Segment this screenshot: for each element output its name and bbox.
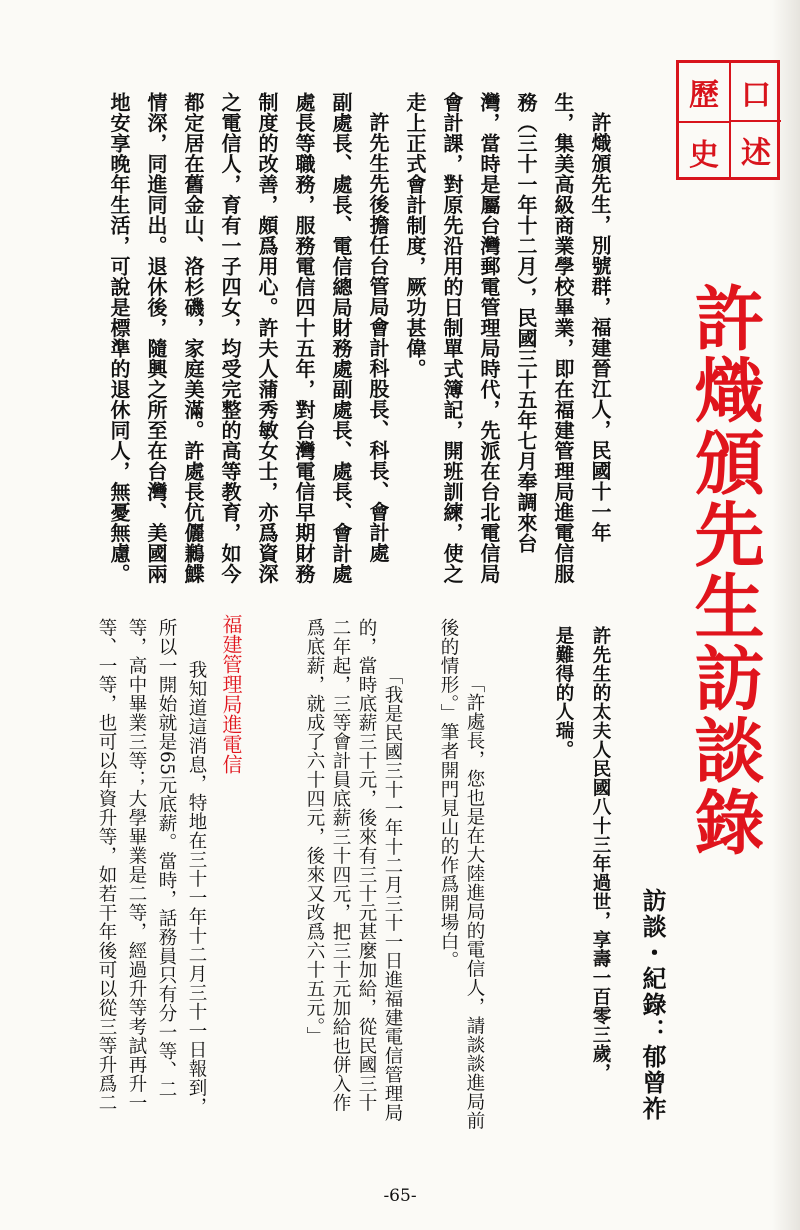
intro-column: 制度的改善，頗爲用心。許夫人蒲秀敏女士，亦爲資深 bbox=[255, 92, 279, 584]
body-column: 「我是民國三十一年十二月三十一日進福建電信管理局 bbox=[382, 666, 403, 1122]
page-edge-shadow bbox=[772, 0, 800, 1230]
intro-tail-column: 許先生的太夫人民國八十三年過世，享壽一百零三歲， bbox=[590, 626, 611, 1082]
intro-column: 處長等職務，服務電信四十五年，對台灣電信早期財務 bbox=[292, 92, 316, 584]
intro-column: 情深，同進同出。退休後，隨興之所至在台灣、美國兩 bbox=[144, 92, 168, 584]
oral-history-seal bbox=[676, 60, 780, 180]
body-column: 爲底薪，就成了六十四元，後來又改爲六十五元。」 bbox=[304, 618, 325, 1046]
article-title: 許熾頒先生訪談錄 bbox=[683, 282, 765, 858]
intro-column: 副處長、處長、電信總局財務處副處長、處長、會計處 bbox=[329, 92, 353, 584]
seal-char: 口 bbox=[729, 63, 781, 122]
body-column: 二年起，三等會計員底薪三十四元，把三十元加給也併入作 bbox=[330, 618, 351, 1112]
body-column: 的，當時底薪三十元，後來有三十元甚麼加給，從民國三十 bbox=[356, 618, 377, 1112]
intro-column: 許熾頒先生，別號群，福建晉江人，民國十一年 bbox=[588, 112, 612, 543]
section-column: 我知道這消息，特地在三十一年十二月三十一日報到， bbox=[186, 660, 207, 1116]
intro-column: 都定居在舊金山、洛杉磯，家庭美滿。許處長伉儷鶼鰈 bbox=[181, 92, 205, 584]
intro-column: 會計課，對原先沿用的日制單式簿記，開班訓練，使之 bbox=[440, 92, 464, 584]
page-number: -65- bbox=[383, 1186, 417, 1206]
body-column: 「許處長，您也是在大陸進局的電信人，請談談進局前 bbox=[464, 674, 485, 1130]
body-column: 後的情形。」筆者開門見山的作爲開場白。 bbox=[438, 618, 459, 970]
intro-tail-column: 是難得的人瑞。 bbox=[553, 626, 574, 759]
intro-column: 之電信人，育有一子四女，均受完整的高等教育，如今 bbox=[218, 92, 242, 584]
section-heading: 福建管理局進電信 bbox=[219, 614, 243, 774]
seal-char: 史 bbox=[679, 121, 729, 180]
intro-column: 務（三十一年十二月），民國三十五年七月奉調來台 bbox=[514, 92, 538, 554]
seal-char: 歷 bbox=[689, 77, 719, 113]
intro-column: 地安享晚年生活，可說是標準的退休同人，無憂無慮。 bbox=[107, 92, 131, 584]
byline: 訪談・紀錄：郁曾祚 bbox=[638, 888, 666, 1122]
intro-column: 走上正式會計制度，厥功甚偉。 bbox=[403, 92, 427, 379]
section-column: 等、一等，也可以年資升等，如若干年後可以從三等升爲二 bbox=[96, 618, 117, 1112]
section-column: 等，高中畢業三等；大學畢業是二等，經過升等考試再升一 bbox=[126, 618, 147, 1112]
intro-column: 許先生先後擔任台管局會計科股長、科長、會計處 bbox=[366, 112, 390, 563]
seal-char: 述 bbox=[729, 121, 781, 178]
section-column: 所以一開始就是65元底薪。當時，話務員只有分一等、二 bbox=[156, 618, 177, 1099]
intro-column: 灣，當時是屬台灣郵電管理局時代，先派在台北電信局 bbox=[477, 92, 501, 584]
intro-column: 生，集美高級商業學校畢業，即在福建管理局進電信服 bbox=[551, 92, 575, 584]
